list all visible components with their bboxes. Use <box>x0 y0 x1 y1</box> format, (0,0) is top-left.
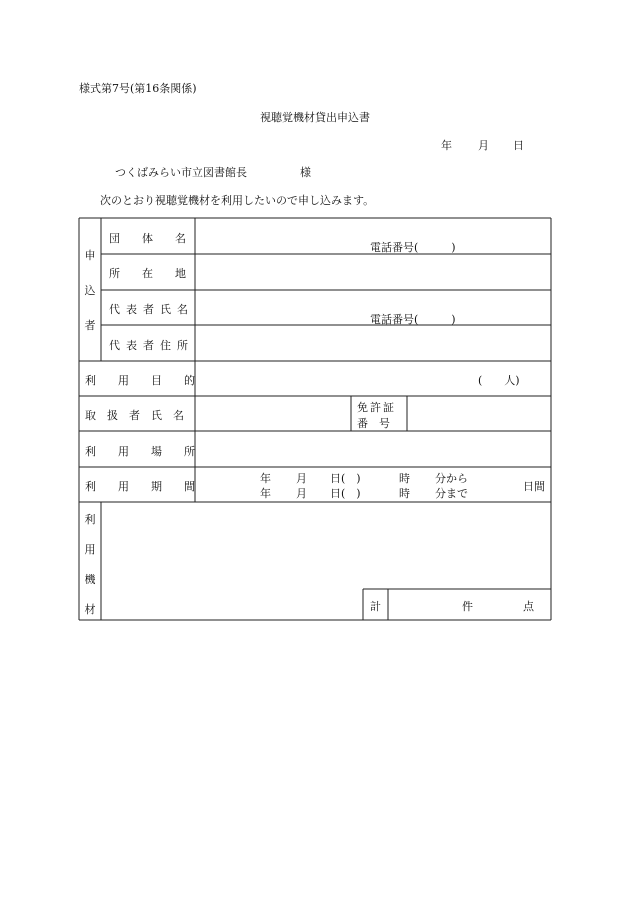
equipment-items-unit: 件 <box>462 600 473 613</box>
date-month-label: 月 <box>478 139 489 152</box>
honorific: 様 <box>300 166 311 179</box>
addressee: つくばみらい市立図書館長 <box>115 166 247 179</box>
rep-address-label: 代表者住所 <box>109 339 194 352</box>
applicant-label-char: 者 <box>84 319 96 332</box>
equipment-label-char: 用 <box>84 543 96 556</box>
org-name-label: 団体名 <box>109 232 208 245</box>
equipment-label-char: 利 <box>84 513 96 526</box>
place-label: 利用場所 <box>85 445 217 458</box>
form-number: 様式第7号(第16条関係) <box>79 82 197 95</box>
equipment-label-char: 機 <box>84 573 96 586</box>
period-end-day: 日( ) <box>330 487 361 500</box>
purpose-label: 利用目的 <box>85 374 217 387</box>
people-count-field[interactable]: ( 人) <box>478 374 520 387</box>
period-end-month: 月 <box>296 487 307 500</box>
date-day-label: 日 <box>513 139 524 152</box>
date-year-label: 年 <box>441 139 452 152</box>
license-label-line2: 番 号 <box>357 417 390 430</box>
equipment-points-unit: 点 <box>523 600 534 613</box>
period-end-hour: 時 <box>399 487 410 500</box>
period-start-hour: 時 <box>399 472 410 485</box>
period-end-minute: 分まで <box>435 487 468 500</box>
rep-phone-field[interactable]: 電話番号( ) <box>370 313 456 326</box>
equipment-total-label: 計 <box>370 600 381 613</box>
applicant-label-char: 込 <box>84 284 96 297</box>
period-start-day: 日( ) <box>330 472 361 485</box>
period-start-month: 月 <box>296 472 307 485</box>
form-title: 視聴覚機材貸出申込書 <box>260 111 370 124</box>
period-start-minute: 分から <box>435 472 468 485</box>
rep-name-label: 代表者氏名 <box>109 303 194 316</box>
period-start-year: 年 <box>260 472 271 485</box>
equipment-label-char: 材 <box>84 603 96 616</box>
handler-name-label: 取扱者氏名 <box>85 409 195 422</box>
location-label: 所在地 <box>109 267 208 280</box>
org-phone-field[interactable]: 電話番号( ) <box>370 241 456 254</box>
period-label: 利用期間 <box>85 480 217 493</box>
period-days-label: 日間 <box>523 480 545 493</box>
period-end-year: 年 <box>260 487 271 500</box>
intro-text: 次のとおり視聴覚機材を利用したいので申し込みます。 <box>100 194 375 207</box>
applicant-label-char: 申 <box>84 249 96 262</box>
license-label-line1: 免許証 <box>357 401 396 414</box>
